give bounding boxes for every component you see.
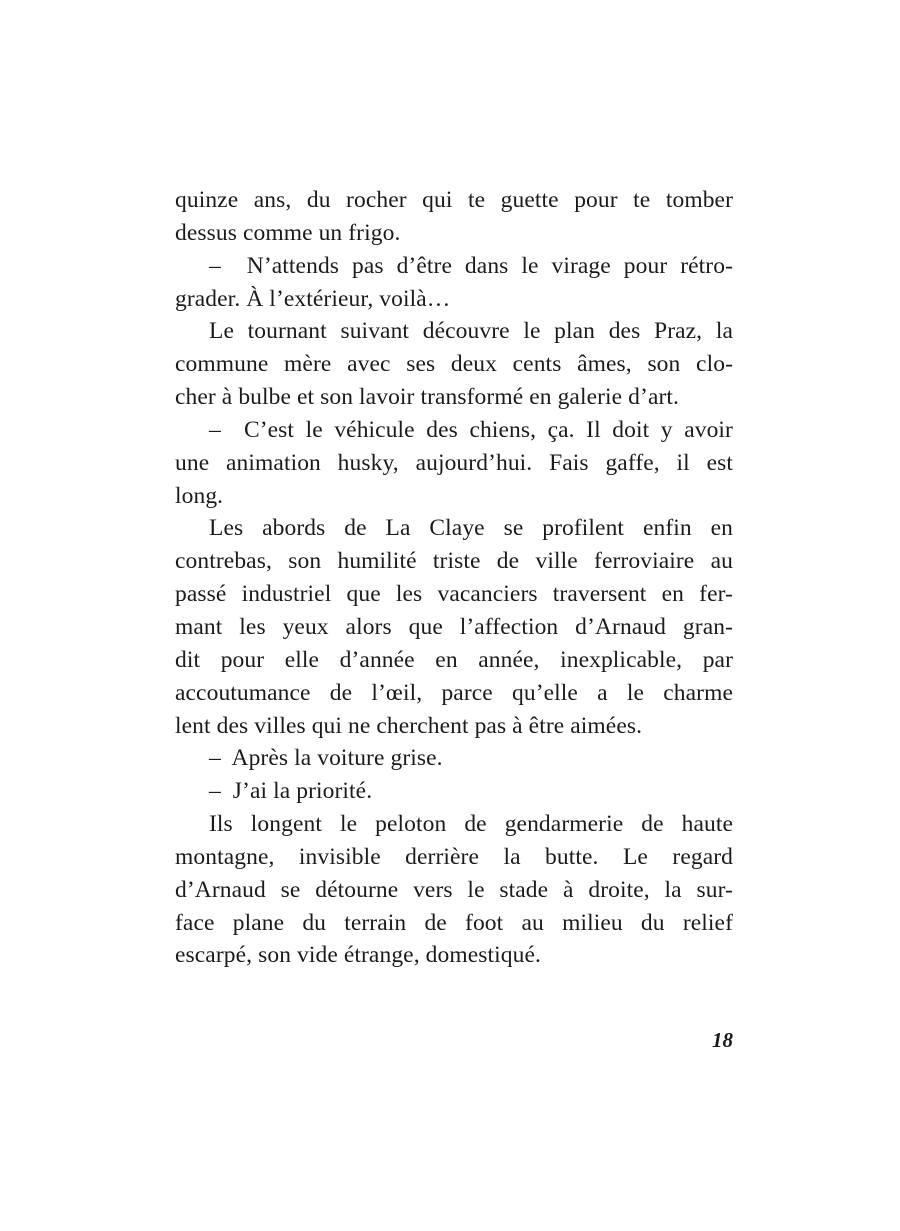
text-line: dit pour elle d’année en année, inexplicable, par: [175, 646, 733, 673]
text-line: passé industriel que les vacanciers traversent en fer-: [175, 581, 733, 608]
page-number: 18: [712, 1028, 733, 1052]
text-line: Ils longent le peloton de gendarmerie de haute: [209, 811, 733, 838]
text-line: escarpé, son vide étrange, domestiqué.: [175, 942, 541, 969]
text-line: Le tournant suivant découvre le plan des Praz, la: [209, 318, 733, 345]
text-line: long.: [175, 482, 224, 509]
text-line: mant les yeux alors que l’affection d’Arnaud gran-: [175, 613, 733, 640]
text-line: une animation husky, aujourd’hui. Fais gaffe, il est: [175, 449, 733, 476]
text-line: – N’attends pas d’être dans le virage pour rétro-: [209, 252, 733, 279]
text-line: commune mère avec ses deux cents âmes, son clo-: [175, 351, 733, 378]
body-text: [175, 184, 733, 972]
text-line: quinze ans, du rocher qui te guette pour te tomber: [175, 187, 733, 213]
text-line: face plane du terrain de foot au milieu du relief: [175, 909, 733, 936]
text-line: contrebas, son humilité triste de ville ferroviaire au: [175, 548, 733, 575]
text-line: dessus comme un frigo.: [175, 219, 401, 246]
text-line: Les abords de La Claye se profilent enfin en: [209, 515, 733, 542]
text-line: grader. À l’extérieur, voilà…: [175, 285, 451, 312]
text-line: montagne, invisible derrière la butte. Le regard: [175, 843, 733, 870]
text-line: – J’ai la priorité.: [209, 778, 373, 805]
text-line: – Après la voiture grise.: [209, 745, 443, 772]
text-line: lent des villes qui ne cherchent pas à être aimées.: [175, 712, 643, 739]
text-line: – C’est le véhicule des chiens, ça. Il doit y avoir: [209, 416, 733, 443]
text-line: d’Arnaud se détourne vers le stade à droite, la sur-: [175, 876, 733, 903]
text-line: cher à bulbe et son lavoir transformé en galerie d’art.: [175, 384, 680, 411]
text-line: accoutumance de l’œil, parce qu’elle a le charme: [175, 679, 733, 706]
